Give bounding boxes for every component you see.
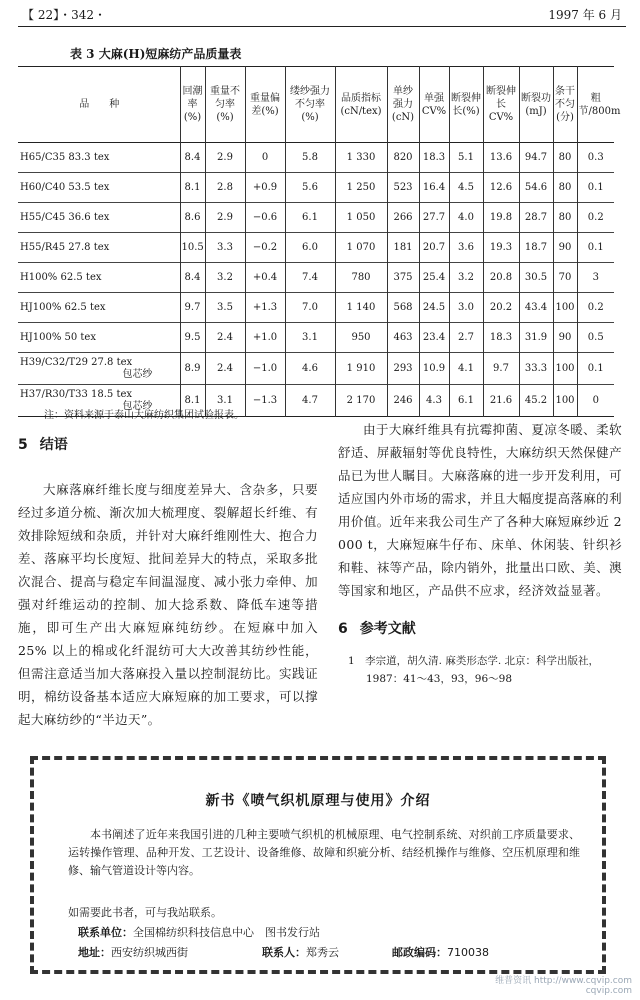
table-row	[18, 203, 614, 233]
col-header: 回潮率(%)	[180, 67, 205, 143]
table-cell: 23.4	[419, 323, 449, 353]
table-cell: 43.4	[519, 293, 553, 323]
book-ad-box	[30, 756, 606, 974]
table-cell: 2.8	[205, 173, 245, 203]
ad-zip-label: 邮政编码：	[392, 946, 447, 959]
table-cell: 0.1	[577, 233, 614, 263]
table-cell: 9.7	[483, 353, 519, 385]
table-cell: 100	[553, 353, 577, 385]
table-cell: 0.2	[577, 203, 614, 233]
table-cell: −1.0	[245, 353, 285, 385]
col-header: 条干不匀(分)	[553, 67, 577, 143]
table-cell: 7.0	[285, 293, 335, 323]
table-cell: 523	[387, 173, 419, 203]
ad-zip-line	[392, 944, 489, 960]
table-cell: 45.2	[519, 385, 553, 417]
table-cell: 28.7	[519, 203, 553, 233]
table-row	[18, 293, 614, 323]
ad-address-label: 地址：	[78, 946, 111, 959]
table-cell: 5.8	[285, 143, 335, 173]
table-cell: 3.1	[285, 323, 335, 353]
table-row	[18, 143, 614, 173]
running-header-left: 【 22】・342・	[22, 8, 106, 22]
market-paragraph: 由于大麻纤维具有抗霉抑菌、夏凉冬暖、柔软舒适、屏蔽辐射等优良特性，大麻纺织天然保健产品已为世人瞩目。大麻落麻的进一步开发利用，可适应国内外市场的需求，并且大幅度提高落麻的利用价值。近年来我公司生产了各种大麻短麻纱近 2 000 t，大麻短麻牛仔布、床单、休闲装、针织衫和鞋、袜等产品，除内销外，批量出口欧、美、澳等国家和地区，产品供不应求，经济效益显著。	[338, 422, 622, 598]
variety-spec: H39/C32/T29 27.8 tex	[20, 356, 133, 368]
variety-cell: HJ100% 62.5 tex	[20, 302, 106, 313]
table-cell: 1 070	[335, 233, 387, 263]
variety-cell: H55/R45 27.8 tex	[20, 242, 110, 253]
table-cell: 24.5	[419, 293, 449, 323]
conclusion-paragraph: 大麻落麻纤维长度与细度差异大、含杂多，只要经过多道分梳、渐次加大梳理度、裂解超长纤维、有效排除短绒和杂质，并针对大麻纤维刚性大、抱合力差、落麻平均长度短、批间差异大的特点，采取多批次混合、提高与稳定车间温湿度、减小张力牵伸、加强对纤维运动的控制、加大捻系数、降低车速等措施，即可生产出大麻短麻纯纺纱。在短麻中加入 25% 以上的棉或化纤混纺可大大改善其纺纱性能，但需注意适当加大落麻投入量以控制混纺比。实践证明，棉纺设备基本适应大麻短麻的加工要求，可以撑起大麻纺纱的“半边天”。	[18, 482, 318, 727]
table-cell: 2.4	[205, 323, 245, 353]
table-cell: 80	[553, 173, 577, 203]
variety-type: 包芯纱	[122, 368, 153, 380]
table-cell: 0	[577, 385, 614, 417]
table-cell: 0.2	[577, 293, 614, 323]
table-cell: 2.4	[205, 353, 245, 385]
table-cell: 20.7	[419, 233, 449, 263]
quality-table	[18, 66, 621, 417]
table-header-row	[18, 67, 614, 143]
reference-item: 1 李宗道，胡久清. 麻类形态学. 北京：科学出版社，1987：41～43，93，96～98	[348, 655, 600, 685]
table-cell: 0.3	[577, 143, 614, 173]
table-cell: 1 140	[335, 293, 387, 323]
ad-body: 本书阐述了近年来我国引进的几种主要喷气织机的机械原理、电气控制系统、对织前工序质量要求、运转操作管理、品种开发、工艺设计、设备维修、故障和织疵分析、结经机操作与维修、空压机原理和维修、输气管道设计等内容。	[68, 828, 580, 877]
table-cell: 8.6	[180, 203, 205, 233]
table-cell: 0	[245, 143, 285, 173]
watermark-line: cqvip.com	[585, 986, 632, 996]
table-cell: 2.9	[205, 203, 245, 233]
table-cell: 1 910	[335, 353, 387, 385]
table-cell: 9.7	[180, 293, 205, 323]
table-cell: 10.9	[419, 353, 449, 385]
table-cell: +0.4	[245, 263, 285, 293]
table-cell: 375	[387, 263, 419, 293]
table-cell: 8.4	[180, 263, 205, 293]
table-cell: +1.3	[245, 293, 285, 323]
table-cell: 8.9	[180, 353, 205, 385]
table-cell: 33.3	[519, 353, 553, 385]
table-body	[18, 143, 614, 417]
variety-cell: H65/C35 83.3 tex	[20, 152, 110, 163]
variety-cell	[18, 353, 180, 385]
table-cell: 31.9	[519, 323, 553, 353]
watermark	[495, 976, 632, 996]
ad-person-label: 联系人：	[262, 946, 306, 959]
table-cell: 70	[553, 263, 577, 293]
section-5-heading	[18, 434, 318, 454]
col-header: 粗节/800m	[577, 67, 614, 143]
table-cell: 4.3	[419, 385, 449, 417]
table-cell: 1 250	[335, 173, 387, 203]
table-cell: 13.6	[483, 143, 519, 173]
table-cell: 20.8	[483, 263, 519, 293]
col-header: 重量偏差(%)	[245, 67, 285, 143]
table-cell: 3.5	[205, 293, 245, 323]
watermark-line: 维普资讯 http://www.cqvip.com	[495, 976, 632, 986]
table-cell: 80	[553, 143, 577, 173]
table-cell: −1.3	[245, 385, 285, 417]
section-number: 6	[338, 621, 348, 637]
variety-cell: HJ100% 50 tex	[20, 332, 96, 343]
table-cell: 54.6	[519, 173, 553, 203]
table-cell: 3.2	[205, 263, 245, 293]
table-cell: 293	[387, 353, 419, 385]
table-cell: 266	[387, 203, 419, 233]
table-cell: 5.6	[285, 173, 335, 203]
variety-cell: H55/C45 36.6 tex	[20, 212, 110, 223]
variety-spec: H37/R30/T33 18.5 tex	[20, 388, 133, 400]
table-cell: +0.9	[245, 173, 285, 203]
right-column	[338, 418, 622, 688]
table-cell: 20.2	[483, 293, 519, 323]
table-cell: 0.5	[577, 323, 614, 353]
table-cell: −0.2	[245, 233, 285, 263]
section-title: 参考文献	[359, 621, 416, 637]
variety-type: 包芯纱	[122, 400, 153, 412]
ad-address-line	[78, 944, 188, 960]
table-cell: 3.1	[205, 385, 245, 417]
table-note: 注：资料来源于泰山大麻纺织集团试验报表。	[44, 410, 244, 421]
table-cell: 6.1	[285, 203, 335, 233]
table-cell: 950	[335, 323, 387, 353]
ad-zip: 710038	[447, 946, 489, 959]
table-cell: 9.5	[180, 323, 205, 353]
table-cell: 3	[577, 263, 614, 293]
table-cell: +1.0	[245, 323, 285, 353]
table-cell: 100	[553, 293, 577, 323]
table-cell: 246	[387, 385, 419, 417]
table-cell: 19.3	[483, 233, 519, 263]
table-cell: 18.7	[519, 233, 553, 263]
table-cell: 4.1	[449, 353, 483, 385]
table-row	[18, 173, 614, 203]
ad-unit-label: 联系单位：	[78, 926, 133, 939]
table-title: 表 3 大麻(H)短麻纺产品质量表	[70, 47, 242, 61]
table-cell: 4.6	[285, 353, 335, 385]
table-cell: 0.1	[577, 353, 614, 385]
col-header: 缕纱强力不匀率(%)	[285, 67, 335, 143]
ad-contact-hint: 如需要此书者，可与我站联系。	[68, 906, 222, 919]
ad-person: 郑秀云	[306, 946, 339, 959]
col-header: 断裂伸长(%)	[449, 67, 483, 143]
table-cell: 8.1	[180, 385, 205, 417]
table-cell: 568	[387, 293, 419, 323]
table-cell: 94.7	[519, 143, 553, 173]
table-cell: 181	[387, 233, 419, 263]
table-cell: 4.0	[449, 203, 483, 233]
table-cell: 3.2	[449, 263, 483, 293]
left-column	[18, 434, 318, 731]
table-cell: 25.4	[419, 263, 449, 293]
table-cell: 6.0	[285, 233, 335, 263]
table-cell: 100	[553, 385, 577, 417]
table-cell: 90	[553, 233, 577, 263]
section-number: 5	[18, 437, 28, 453]
section-6-heading	[338, 618, 622, 638]
table-cell: 5.1	[449, 143, 483, 173]
table-cell: 780	[335, 263, 387, 293]
col-header: 重量不匀率(%)	[205, 67, 245, 143]
table-cell: 4.5	[449, 173, 483, 203]
table-cell: 12.6	[483, 173, 519, 203]
table-cell: 21.6	[483, 385, 519, 417]
variety-cell: H100% 62.5 tex	[20, 272, 102, 283]
table-cell: 2.9	[205, 143, 245, 173]
col-header: 断裂功(mJ)	[519, 67, 553, 143]
table-cell: 7.4	[285, 263, 335, 293]
ad-unit-line	[78, 924, 320, 940]
table-row	[18, 323, 614, 353]
table-cell: 3.6	[449, 233, 483, 263]
table-row	[18, 353, 614, 385]
table-cell: 19.8	[483, 203, 519, 233]
table-row	[18, 263, 614, 293]
table-cell: 8.1	[180, 173, 205, 203]
table-cell: 1 050	[335, 203, 387, 233]
table-cell: 1 330	[335, 143, 387, 173]
col-header: 单强CV%	[419, 67, 449, 143]
variety-cell: H60/C40 53.5 tex	[20, 182, 110, 193]
table-cell: 6.1	[449, 385, 483, 417]
header-rule	[18, 26, 626, 27]
section-title: 结语	[39, 437, 68, 453]
col-header: 断裂伸长CV%	[483, 67, 519, 143]
table-cell: 16.4	[419, 173, 449, 203]
col-header: 品质指标(cN/tex)	[335, 67, 387, 143]
table-cell: 4.7	[285, 385, 335, 417]
table-cell: 27.7	[419, 203, 449, 233]
table-cell: 10.5	[180, 233, 205, 263]
table-cell: 3.0	[449, 293, 483, 323]
table-cell: 8.4	[180, 143, 205, 173]
table-cell: 3.3	[205, 233, 245, 263]
ad-title: 新书《喷气织机原理与使用》介绍	[205, 793, 431, 809]
table-cell: 0.1	[577, 173, 614, 203]
col-header: 单纱强力(cN)	[387, 67, 419, 143]
table-cell: 30.5	[519, 263, 553, 293]
ad-person-line	[262, 944, 339, 960]
table-cell: −0.6	[245, 203, 285, 233]
table-cell: 463	[387, 323, 419, 353]
table-cell: 18.3	[483, 323, 519, 353]
table-cell: 820	[387, 143, 419, 173]
table-cell: 90	[553, 323, 577, 353]
table-cell: 18.3	[419, 143, 449, 173]
table-row	[18, 233, 614, 263]
ad-unit: 全国棉纺织科技信息中心 图书发行站	[133, 926, 320, 939]
ad-address: 西安纺织城西街	[111, 946, 188, 959]
table-cell: 2.7	[449, 323, 483, 353]
running-header-date: 1997 年 6 月	[548, 8, 622, 22]
table-cell: 2 170	[335, 385, 387, 417]
col-header: 品 种	[79, 99, 120, 110]
table-cell: 80	[553, 203, 577, 233]
